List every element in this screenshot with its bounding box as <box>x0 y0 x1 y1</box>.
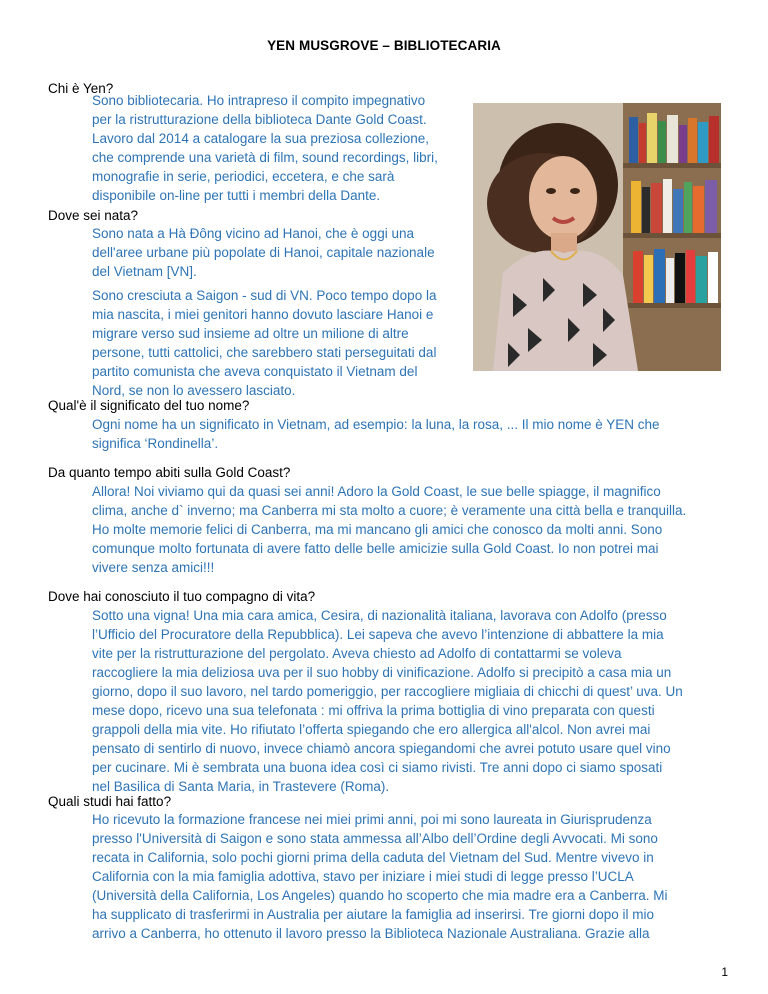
question-2: Dove sei nata? <box>48 208 139 223</box>
answer-line: Sotto una vigna! Una mia cara amica, Cesira, di nazionalità italiana, lavorava con Adolfo (presso <box>92 608 667 623</box>
answer-line: California con la mia famiglia adottiva, stavo per iniziare i miei studi di legge presso l’UCLA <box>92 869 634 884</box>
answer-6 <box>92 810 668 943</box>
answer-3 <box>92 415 660 453</box>
answer-line: (Università della California, Los Angeles) quando ho scoperto che mia madre era a Canberra. Mi <box>92 888 668 903</box>
answer-1 <box>92 91 438 205</box>
answer-line: Ogni nome ha un significato in Vietnam, ad esempio: la luna, la rosa, ... Il mio nome è YEN che <box>92 417 660 432</box>
page-number: 1 <box>721 965 728 979</box>
answer-4 <box>92 482 686 577</box>
answer-line: ha supplicato di trasferirmi in Australia per aiutare la famiglia ad inserirsi. Tre giorni dopo il mio <box>92 907 655 922</box>
answer-line: Lavoro dal 2014 a catalogare la sua preziosa collezione, <box>92 131 429 146</box>
answer-line: clima, anche d` inverno; ma Canberra mi sta molto a cuore; è veramente una città bella e tranquilla. <box>92 503 687 518</box>
question-3: Qual'è il significato del tuo nome? <box>48 398 250 413</box>
answer-2-paragraph-2 <box>92 286 436 400</box>
answer-line: migrare verso sud insieme ad oltre un milione di altre <box>92 326 409 341</box>
answer-line: presso l'Università di Saigon e sono stata ammessa all’Albo dell’Ordine degli Avvocati. Mi sono <box>92 831 658 846</box>
answer-line: mia nascita, i miei genitori hanno dovuto lasciare Hanoi e <box>92 307 434 322</box>
answer-line: vite per la ristrutturazione del pergolato. Aveva chiesto ad Adolfo di contattarmi se voleva <box>92 646 622 661</box>
page-title: YEN MUSGROVE – BIBLIOTECARIA <box>267 38 501 53</box>
answer-line: del Vietnam [VN]. <box>92 264 197 279</box>
question-6: Quali studi hai fatto? <box>48 794 172 809</box>
question-5: Dove hai conosciuto il tuo compagno di vita? <box>48 589 316 604</box>
answer-line: partito comunista che aveva conquistato il Vietnam del <box>92 364 418 379</box>
answer-line: l’Ufficio del Procuratore della Repubblica). Lei sapeva che avevo l’intenzione di abbattere la mia <box>92 627 664 642</box>
answer-line: monografie in serie, periodici, eccetera, e che sarà <box>92 169 395 184</box>
answer-line: arrivo a Canberra, ho ottenuto il lavoro presso la Biblioteca Nazionale Australiana. Grazie alla <box>92 926 650 941</box>
portrait-photo <box>473 103 721 371</box>
answer-line: per cucinare. Mi è sembrata una buona idea così ci siamo rivisti. Tre anni dopo ci siamo sposati <box>92 760 663 775</box>
question-4: Da quanto tempo abiti sulla Gold Coast? <box>48 465 291 480</box>
answer-line: vivere senza amici!!! <box>92 560 215 575</box>
answer-line: Sono nata a Hà Đông vicino ad Hanoi, che è oggi una <box>92 226 414 241</box>
answer-line: disponibile on-line per tutti i membri della Dante. <box>92 188 381 203</box>
answer-line: Sono cresciuta a Saigon - sud di VN. Poco tempo dopo la <box>92 288 437 303</box>
answer-line: nel Basilica di Santa Maria, in Trastevere (Roma). <box>92 779 390 794</box>
answer-line: Allora! Noi viviamo qui da quasi sei anni! Adoro la Gold Coast, le sue belle spiagge, il magnifico <box>92 484 661 499</box>
answer-line: Nord, se non lo avessero lasciato. <box>92 383 296 398</box>
answer-line: giorno, dopo il suo lavoro, nel tardo pomeriggio, per raccogliere migliaia di chicchi di quest’ uva. Un <box>92 684 683 699</box>
answer-line: persone, tutti cattolici, che sarebbero stati perseguitati dal <box>92 345 437 360</box>
answer-line: mese dopo, ricevo una sua telefonata : mi offriva la prima bottiglia di vino preparata con questi <box>92 703 655 718</box>
answer-line: Ho ricevuto la formazione francese nei miei primi anni, poi mi sono laureata in Giurisprudenza <box>92 812 652 827</box>
answer-line: comunque molto fortunata di avere fatto delle belle amicizie sulla Gold Coast. Io non potrei mai <box>92 541 659 556</box>
answer-line: grappoli della mia vite. Ho rifiutato l’offerta spiegando che ero allergica all'alcol. Non avrei mai <box>92 722 651 737</box>
answer-line: dell'aree urbane più popolate di Hanoi, capitale nazionale <box>92 245 435 260</box>
answer-line: per la ristrutturazione della biblioteca Dante Gold Coast. <box>92 112 427 127</box>
answer-line: recata in California, solo pochi giorni prima della caduta del Vietnam del Sud. Mentre vivevo in <box>92 850 654 865</box>
question-1: Chi è Yen? <box>48 81 114 96</box>
answer-2 <box>92 224 435 281</box>
answer-line: significa ‘Rondinella’. <box>92 436 219 451</box>
answer-line: Ho molte memorie felici di Canberra, ma mi mancano gli amici che conosco da molti anni. Sono <box>92 522 663 537</box>
answer-line: pensato di sentirlo di nuovo, invece chiamò ancora spiegandomi che avrei potuto usare quel vino <box>92 741 671 756</box>
answer-5 <box>92 606 683 796</box>
answer-line: che comprende una varietà di film, sound recordings, libri, <box>92 150 438 165</box>
answer-line: Sono bibliotecaria. Ho intrapreso il compito impegnativo <box>92 93 426 108</box>
answer-line: raccogliere la mia deliziosa uva per il suo hobby di vinificazione. Adolfo si precipitò a casa mia un <box>92 665 672 680</box>
